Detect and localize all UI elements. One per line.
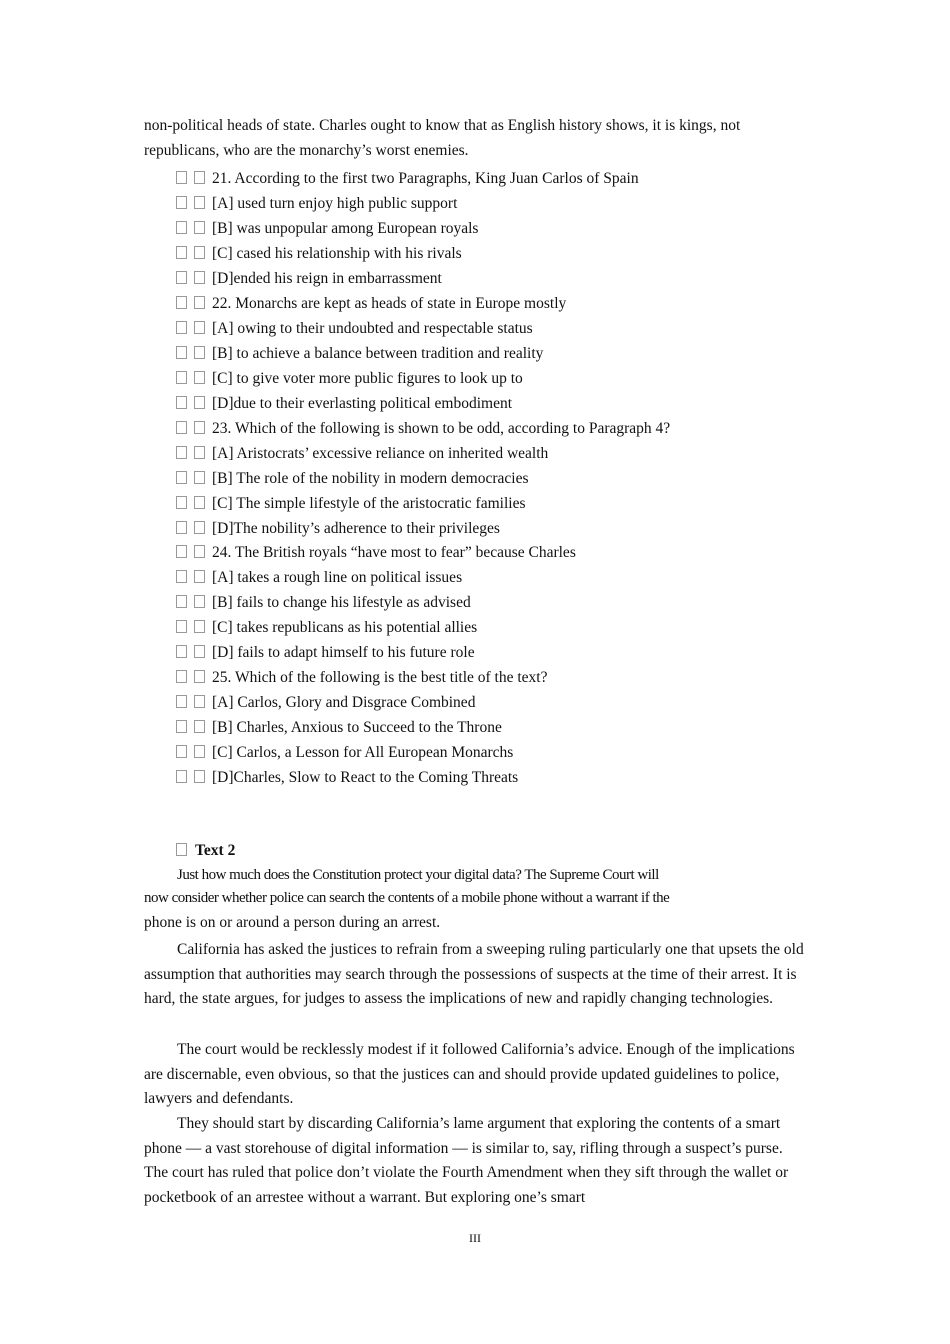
text2-paragraph-2: California has asked the justices to refrain from a sweeping ruling particularly one that upsets the old assumption that authorities may search through the possessions of suspects at the time of their arrest. It is hard, the state argues, for judges to assess the implications of new and rapidly changing technologies. — [144, 941, 804, 1008]
question-21: 21. According to the first two Paragraphs, King Juan Carlos of Spain — [176, 166, 639, 191]
question-22: 22. Monarchs are kept as heads of state in Europe mostly — [176, 291, 566, 316]
intro-line-1: non-political heads of state. Charles ought to know that as English history shows, it is kings, not — [144, 117, 741, 134]
page-number: III — [469, 1231, 481, 1245]
question-25-option-c: [C] Carlos, a Lesson for All European Monarchs — [176, 740, 513, 765]
question-25-option-b: [B] Charles, Anxious to Succeed to the Throne — [176, 715, 502, 740]
question-21-option-c: [C] cased his relationship with his rivals — [176, 241, 462, 266]
question-23-option-d: [D]The nobility’s adherence to their privileges — [176, 516, 500, 541]
question-25-option-d: [D]Charles, Slow to React to the Coming Threats — [176, 765, 518, 790]
text2-p1-line-2: now consider whether police can search the contents of a mobile phone without a warrant if the — [144, 890, 670, 906]
text2-p1-line-1: Just how much does the Constitution protect your digital data? The Supreme Court will — [177, 867, 659, 883]
intro-line-2: republicans, who are the monarchy’s worst enemies. — [144, 142, 469, 159]
question-25-option-a: [A] Carlos, Glory and Disgrace Combined — [176, 690, 475, 715]
question-21-option-d: [D]ended his reign in embarrassment — [176, 266, 442, 291]
question-24-option-c: [C] takes republicans as his potential allies — [176, 615, 477, 640]
text2-p1-line-3: phone is on or around a person during an arrest. — [144, 914, 441, 931]
question-24-option-d: [D] fails to adapt himself to his future role — [176, 640, 475, 665]
question-24-option-b: [B] fails to change his lifestyle as advised — [176, 590, 471, 615]
question-21-option-a: [A] used turn enjoy high public support — [176, 191, 457, 216]
question-22-option-b: [B] to achieve a balance between tradition and reality — [176, 341, 543, 366]
question-24-option-a: [A] takes a rough line on political issues — [176, 565, 462, 590]
question-25: 25. Which of the following is the best title of the text? — [176, 665, 547, 690]
question-23-option-a: [A] Aristocrats’ excessive reliance on inherited wealth — [176, 441, 548, 466]
text2-paragraph-3: The court would be recklessly modest if it followed California’s advice. Enough of the implications are discernable, even obvious, so that the justices can and should provide updated guidelines to police, lawyers and defendants. — [144, 1041, 795, 1108]
question-24: 24. The British royals “have most to fear” because Charles — [176, 540, 576, 565]
text2-paragraph-4: They should start by discarding California’s lame argument that exploring the contents of a smart phone — a vast storehouse of digital information — is similar to, say, rifling through a suspect’s purse. The court has ruled that police don’t violate the Fourth Amendment when they sift through the wallet or pocketbook of an arrestee without a warrant. But exploring one’s smart — [144, 1115, 789, 1206]
question-22-option-c: [C] to give voter more public figures to look up to — [176, 366, 523, 391]
question-23-option-b: [B] The role of the nobility in modern democracies — [176, 466, 529, 491]
question-22-option-d: [D]due to their everlasting political embodiment — [176, 391, 512, 416]
text2-heading: Text 2 — [176, 839, 235, 863]
question-23: 23. Which of the following is shown to be odd, according to Paragraph 4? — [176, 416, 670, 441]
question-21-option-b: [B] was unpopular among European royals — [176, 216, 478, 241]
question-22-option-a: [A] owing to their undoubted and respectable status — [176, 316, 533, 341]
question-23-option-c: [C] The simple lifestyle of the aristocratic families — [176, 491, 526, 516]
